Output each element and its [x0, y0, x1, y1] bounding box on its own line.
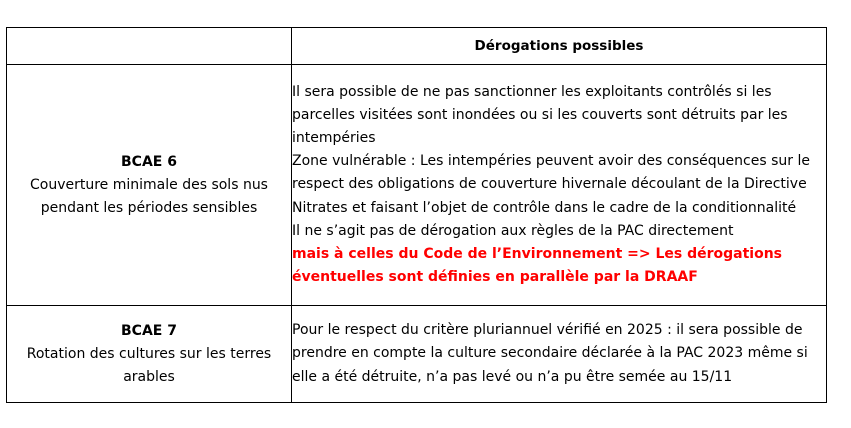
paragraph: Zone vulnérable : Les intempéries peuvent avoir des conséquences sur le respect des obligations de couverture hivernale découlant de la Directive Nitrates et faisant l’objet de contrôle dans le cadre de la conditionnalité [292, 153, 810, 216]
header-row [7, 28, 827, 65]
empty-header-cell [7, 28, 292, 65]
derogation-cell [292, 65, 827, 306]
derogations-table [6, 27, 827, 403]
rule-title: Couverture minimale des sols nus pendant les périodes sensibles [30, 176, 268, 216]
rule-code: BCAE 7 [121, 322, 177, 339]
emphasis-paragraph: mais à celles du Code de l’Environnement => Les dérogations éventuelles sont définies en parallèle par la DRAAF [292, 246, 783, 286]
paragraph: Il sera possible de ne pas sanctionner les exploitants contrôlés si les parcelles visitées sont inondées ou si les couverts sont détruits par les intempéries [292, 83, 788, 146]
table-row [7, 306, 827, 403]
row-label-cell [7, 306, 292, 403]
paragraph: Pour le respect du critère pluriannuel vérifié en 2025 : il sera possible de prendre en compte la culture secondaire déclarée à la PAC 2023 même si elle a été détruite, n’a pas levé ou n’a pu être semée au 15/11 [292, 322, 808, 385]
row-label-cell [7, 65, 292, 306]
table-row [7, 65, 827, 306]
rule-code: BCAE 6 [121, 153, 177, 170]
rule-title: Rotation des cultures sur les terres arables [26, 345, 272, 385]
paragraph: Il ne s’agit pas de dérogation aux règles de la PAC directement [292, 222, 734, 239]
derogation-cell [292, 306, 827, 403]
column-header: Dérogations possibles [292, 28, 827, 65]
